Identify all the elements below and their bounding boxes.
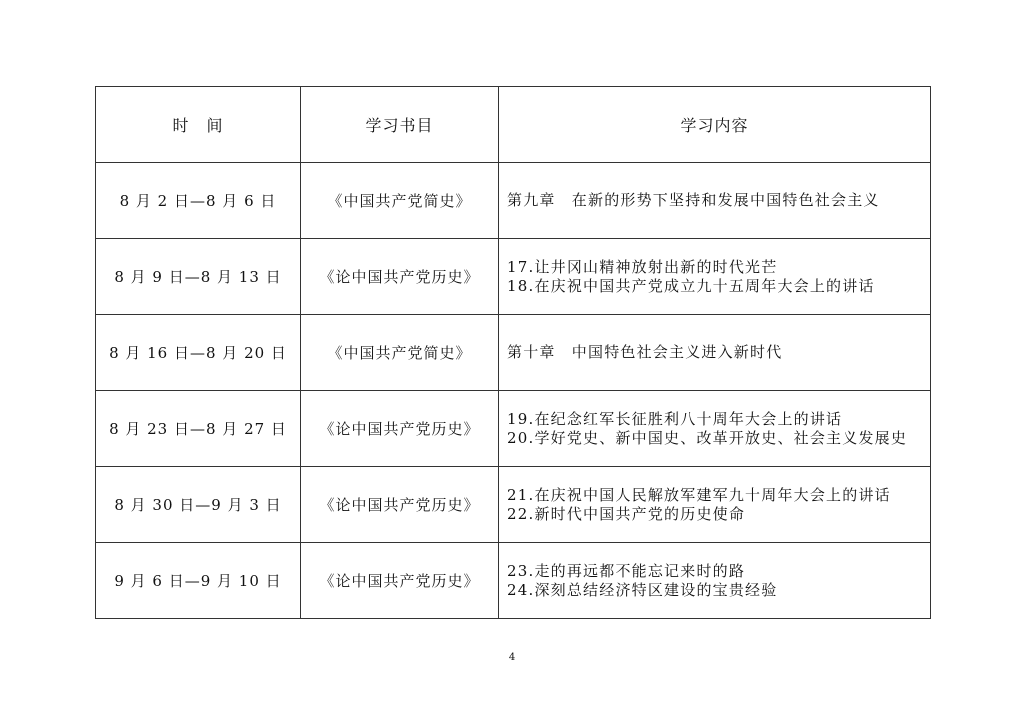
- book-cell: 《中国共产党简史》: [301, 163, 499, 239]
- table-row: [96, 467, 931, 543]
- content-line: 18.在庆祝中国共产党成立九十五周年大会上的讲话: [507, 276, 875, 295]
- table-row: [96, 543, 931, 619]
- content-line: 24.深刻总结经济特区建设的宝贵经验: [507, 580, 778, 599]
- content-line: 23.走的再远都不能忘记来时的路: [507, 561, 746, 580]
- content-cell: [499, 467, 931, 543]
- content-cell: [499, 543, 931, 619]
- table-row: [96, 163, 931, 239]
- table-row: [96, 239, 931, 315]
- header-time: 时 间: [96, 87, 301, 163]
- time-cell: 8 月 9 日—8 月 13 日: [96, 239, 301, 315]
- time-cell: 9 月 6 日—9 月 10 日: [96, 543, 301, 619]
- book-cell: 《论中国共产党历史》: [301, 543, 499, 619]
- study-schedule-table: [95, 86, 931, 619]
- content-cell: [499, 163, 931, 239]
- book-cell: 《论中国共产党历史》: [301, 239, 499, 315]
- content-line: 19.在纪念红军长征胜利八十周年大会上的讲话: [507, 409, 843, 428]
- content-line: 第九章 在新的形势下坚持和发展中国特色社会主义: [507, 191, 880, 209]
- content-cell: [499, 239, 931, 315]
- content-cell: [499, 315, 931, 391]
- table-row: [96, 315, 931, 391]
- time-cell: 8 月 16 日—8 月 20 日: [96, 315, 301, 391]
- book-cell: 《论中国共产党历史》: [301, 391, 499, 467]
- time-cell: 8 月 23 日—8 月 27 日: [96, 391, 301, 467]
- page-number: 4: [508, 652, 516, 663]
- header-content: 学习内容: [499, 87, 931, 163]
- content-line: 20.学好党史、新中国史、改革开放史、社会主义发展史: [507, 428, 908, 447]
- time-cell: 8 月 2 日—8 月 6 日: [96, 163, 301, 239]
- content-line: 21.在庆祝中国人民解放军建军九十周年大会上的讲话: [507, 485, 891, 504]
- table-header-row: [96, 87, 931, 163]
- content-line: 17.让井冈山精神放射出新的时代光芒: [507, 257, 778, 276]
- book-cell: 《中国共产党简史》: [301, 315, 499, 391]
- content-line: 第十章 中国特色社会主义进入新时代: [507, 343, 783, 361]
- header-book: 学习书目: [301, 87, 499, 163]
- time-cell: 8 月 30 日—9 月 3 日: [96, 467, 301, 543]
- book-cell: 《论中国共产党历史》: [301, 467, 499, 543]
- table-row: [96, 391, 931, 467]
- content-line: 22.新时代中国共产党的历史使命: [507, 504, 746, 523]
- content-cell: [499, 391, 931, 467]
